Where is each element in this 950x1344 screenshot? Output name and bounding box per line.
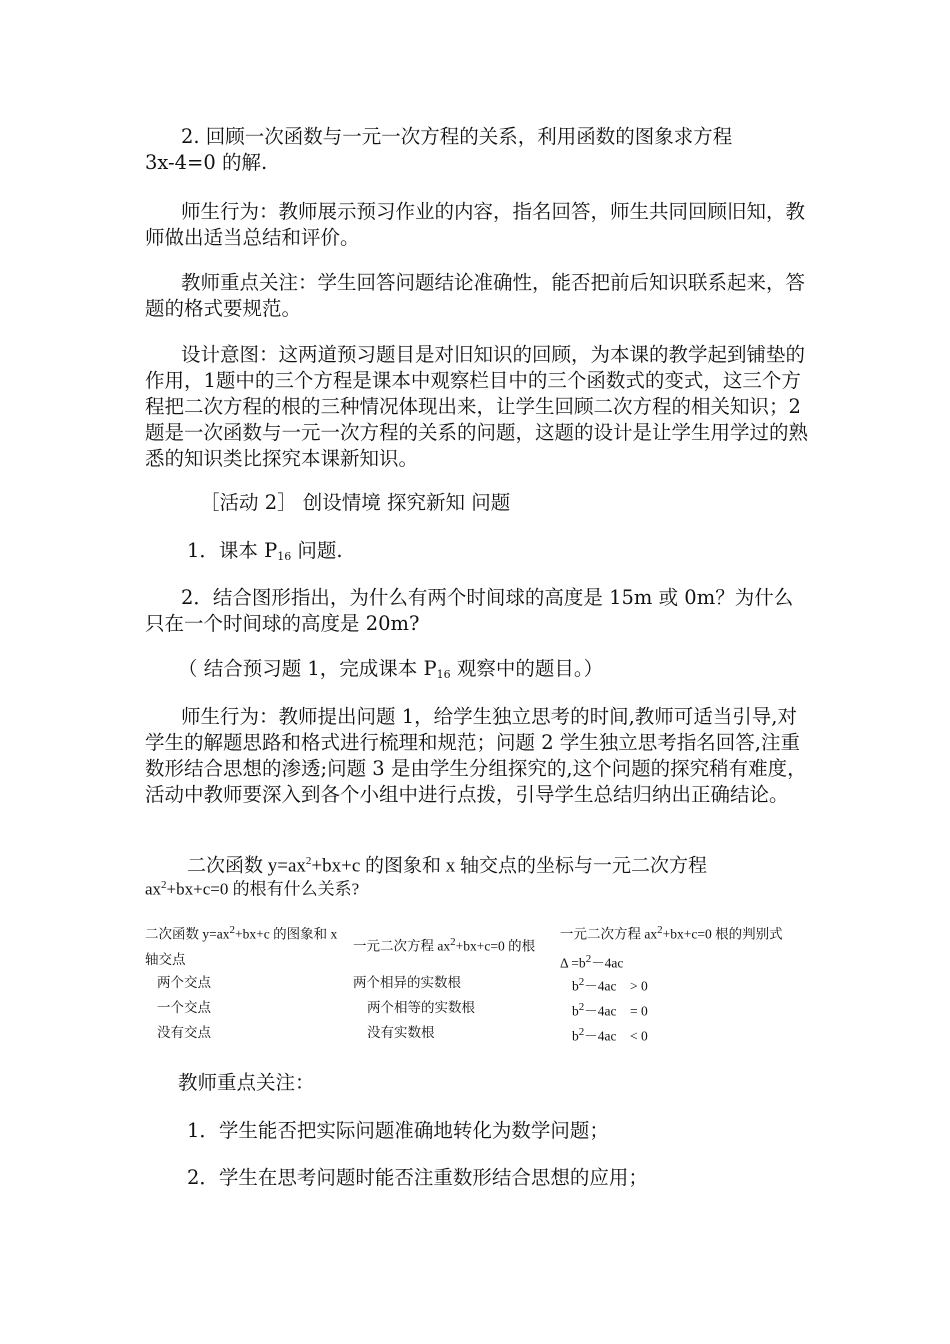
equation-text: 3x-4=0 的解. (145, 151, 268, 174)
table-header-discriminant (560, 918, 815, 975)
relation-question-line2 (145, 872, 809, 903)
activity-heading: ［活动 2］ 创设情境 探究新知 问题 (200, 491, 511, 514)
table-header-roots (353, 930, 553, 959)
table-row (353, 970, 461, 995)
q3-sub: 16 (436, 668, 451, 681)
paragraph-behavior-2: 师生行为：教师提出问题 1，给学生独立思考的时间,教师可适当引导,对学生的解题思路和格式进行梳理和规范；问题 2 学生独立思考指名回答,注重数形结合思想的渗透;问题 3 是由学生分组探究的,这个问题的探究稍有难度，活动中教师要深入到各个小组中进行点拨，引导学生总结归纳出正确结论。 (145, 705, 807, 806)
rel-l1a: 二次函数 y=ax (187, 855, 306, 877)
q3-prefix: （ 结合预习题 1，完成课本 P (178, 657, 437, 680)
row2-roots: 两个相等的实数根 (367, 1000, 475, 1015)
question-3 (178, 656, 842, 688)
rel-l1b: +bx+c 的图象和 x 轴交点的坐标与一元二次方程 (311, 855, 708, 877)
h2-sup: 2 (450, 936, 456, 948)
table-row (157, 995, 211, 1020)
rel-l2b: +bx+c=0 的根有什么关系? (166, 879, 360, 899)
row3-intersections: 没有交点 (157, 1025, 211, 1040)
q1-sub: 16 (277, 550, 292, 563)
paragraph-teacher-student-behavior: 师生行为：教师展示预习作业的内容，指名回答，师生共同回顾旧知，教师做出适当总结和评价。 (145, 200, 806, 249)
row2-discriminant: －4ac = 0 (584, 1003, 648, 1019)
table-row (572, 1020, 648, 1049)
row3-b: b (572, 1028, 579, 1044)
paragraph-review-line2 (145, 150, 809, 176)
row1-roots: 两个相异的实数根 (353, 975, 461, 990)
row2-b: b (572, 1003, 579, 1019)
table-header-graph (145, 918, 350, 972)
row1-discriminant: －4ac > 0 (584, 978, 648, 994)
h1c: 轴交点 (145, 951, 186, 967)
focus-item-2: 2．学生在思考问题时能否注重数形结合思想的应用； (187, 1166, 648, 1189)
q1-prefix: 1．课本 P (187, 539, 278, 562)
h3a: 一元二次方程 ax (560, 926, 658, 942)
h3c: Δ =b (560, 955, 586, 970)
row2-sup: 2 (578, 1001, 585, 1013)
table-row (157, 1020, 211, 1045)
row2-intersections: 一个交点 (157, 1000, 211, 1015)
h3b: +bx+c=0 根的判别式 (662, 926, 783, 942)
table-row (367, 1020, 435, 1045)
question-1 (187, 538, 851, 570)
paragraph-teacher-focus: 教师重点关注：学生回答问题结论准确性，能否把前后知识联系起来，答题的格式要规范。 (145, 271, 806, 320)
row3-roots: 没有实数根 (367, 1025, 435, 1040)
row3-sup: 2 (578, 1026, 585, 1038)
q1-suffix: 问题. (291, 539, 343, 562)
h1b: +bx+c 的图象和 x (234, 926, 338, 942)
row1-b: b (572, 978, 579, 994)
q3-suffix: 观察中的题目。） (450, 657, 604, 680)
focus-item-1: 1．学生能否把实际问题准确地转化为数学问题； (187, 1119, 609, 1142)
rel-l2-sup: 2 (161, 879, 167, 891)
row1-sup: 2 (578, 976, 585, 988)
rel-l1-sup: 2 (305, 855, 312, 867)
question-2: 2．结合图形指出，为什么有两个时间球的高度是 15m 或 0m？为什么只在一个时间球的高度是 20m? (145, 586, 794, 635)
row3-discriminant: －4ac < 0 (584, 1028, 648, 1044)
row1-intersections: 两个交点 (157, 975, 211, 990)
focus-title: 教师重点关注： (178, 1071, 315, 1094)
h3c-sup: 2 (585, 952, 592, 965)
rel-l2a: ax (145, 879, 162, 899)
h3-sup: 2 (657, 924, 663, 936)
h2b: +bx+c=0 的根 (455, 938, 536, 954)
h1a: 二次函数 y=ax (145, 926, 230, 942)
paragraph-design-intent: 设计意图：这两道预习题目是对旧知识的回顾，为本课的教学起到铺垫的作用，1题中的三个方程是课本中观察栏目中的三个函数式的变式，这三个方程把二次方程的根的三种情况体现出来，让学生回顾二次方程的相关知识；2题是一次函数与一元一次方程的关系的问题，这题的设计是让学生用学过的熟悉的知识类比探究本课新知识。 (145, 343, 809, 470)
paragraph-review-line1 (145, 124, 809, 150)
review-text: 2. 回顾一次函数与一元一次方程的关系，利用函数的图象求方程 (181, 125, 733, 148)
h1-sup: 2 (229, 924, 235, 936)
h2a: 一元二次方程 ax (353, 938, 451, 954)
table-row (367, 995, 475, 1020)
h3d: －4ac (591, 955, 624, 970)
table-row (157, 970, 211, 995)
